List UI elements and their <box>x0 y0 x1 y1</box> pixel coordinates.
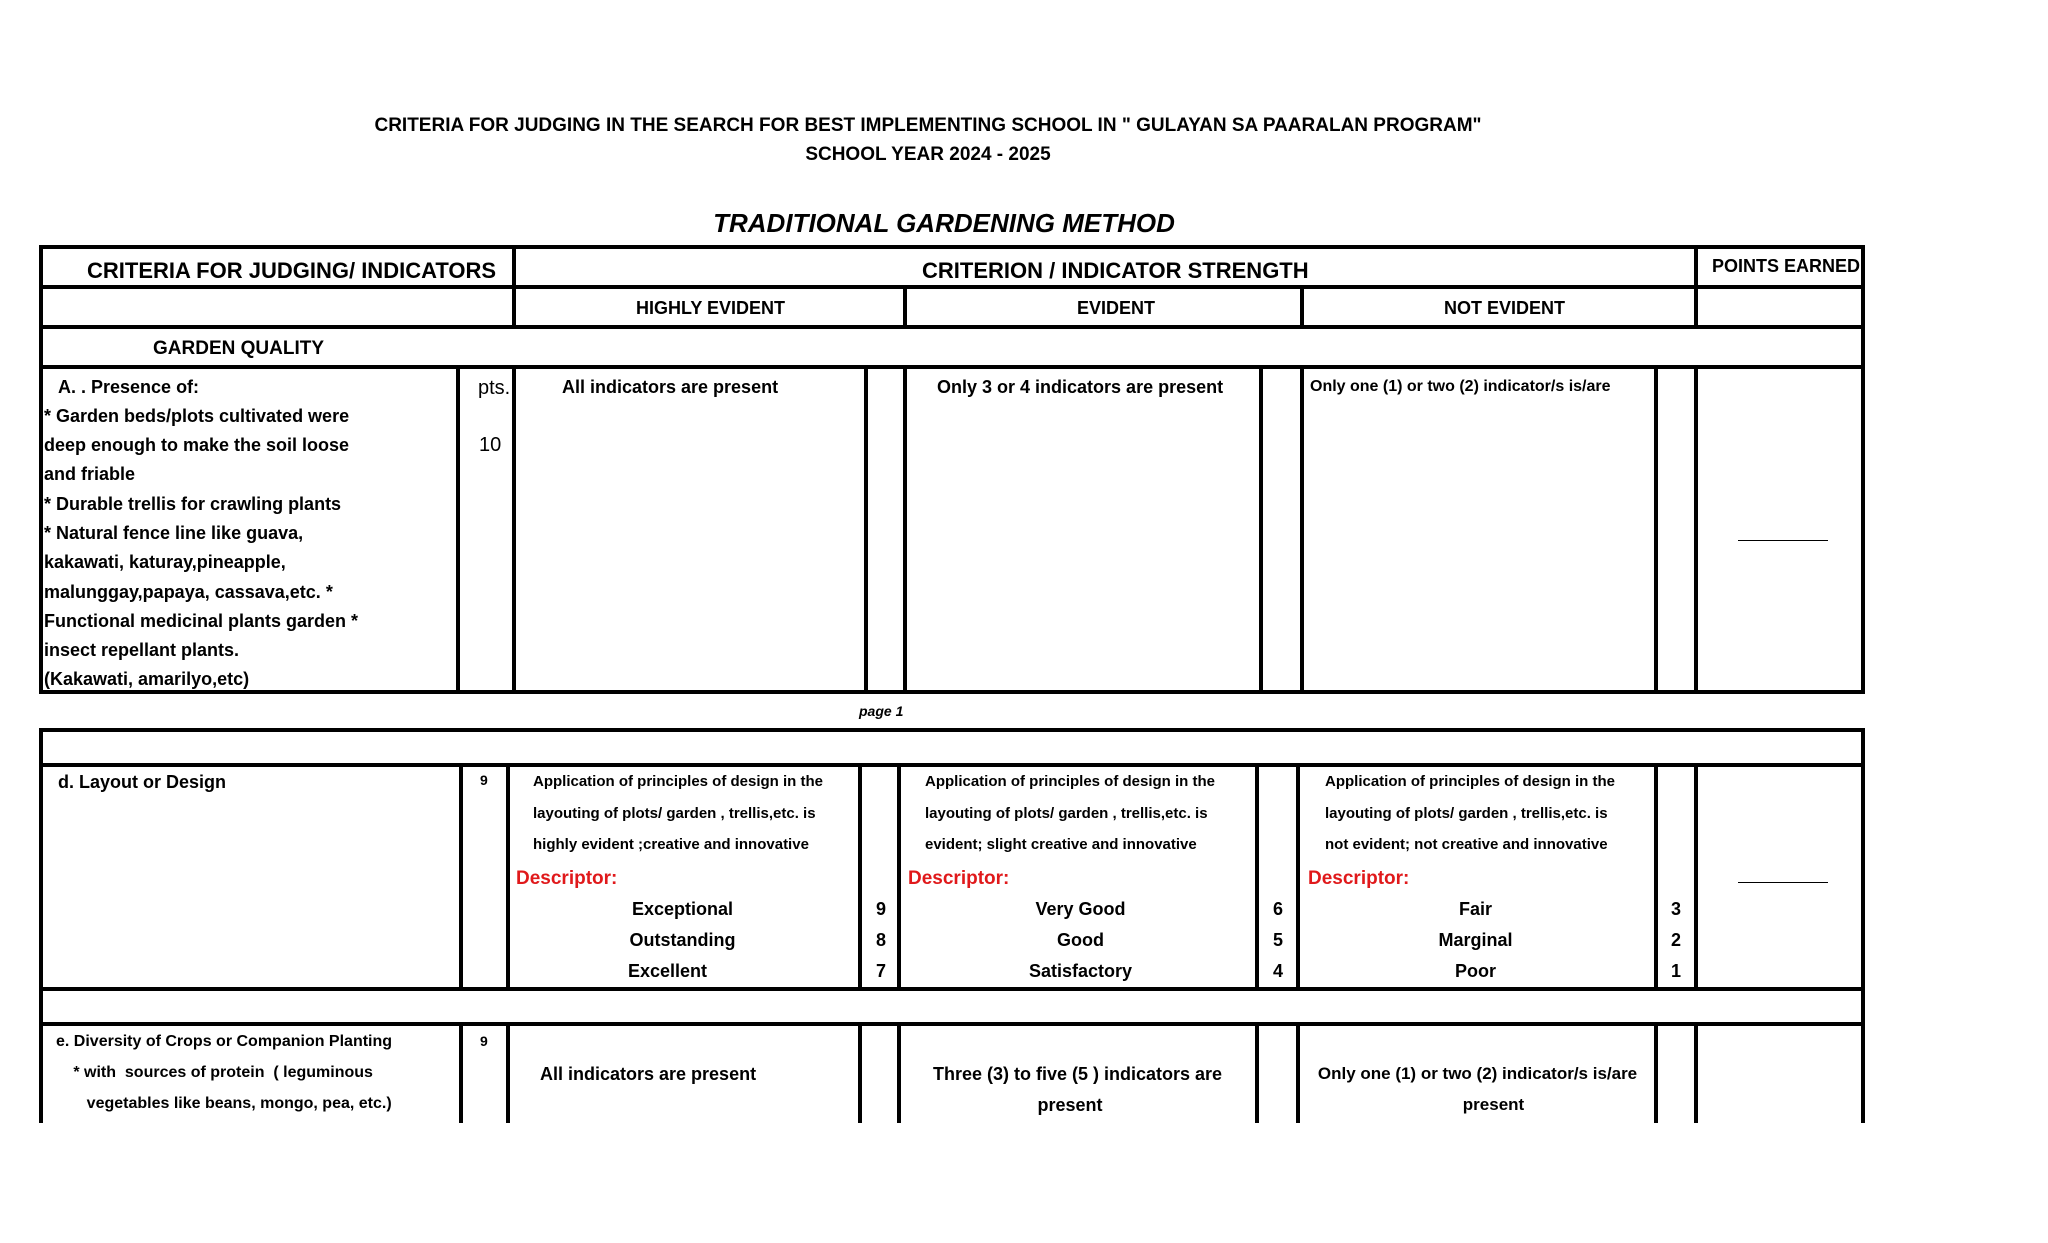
row-e-evident-line1: Three (3) to five (5 ) indicators are <box>932 1064 1223 1084</box>
row-d-points: 9 <box>480 772 488 788</box>
row-e-not-evident-line2: present <box>1462 1095 1525 1114</box>
score-7: 7 <box>876 961 887 981</box>
row-e-points: 9 <box>480 1033 488 1049</box>
col-header-criteria: CRITERIA FOR JUDGING/ INDICATORS <box>87 258 497 283</box>
row-e-highly-evident: All indicators are present <box>540 1064 757 1084</box>
col-header-points: POINTS EARNED <box>1712 256 1861 276</box>
score-2: 2 <box>1671 930 1682 950</box>
score-9: 9 <box>876 899 887 919</box>
points-earned-blank-d[interactable] <box>1738 882 1828 883</box>
row-d-title: d. Layout or Design <box>58 772 227 792</box>
score-6: 6 <box>1273 899 1284 919</box>
points-earned-blank[interactable] <box>1738 540 1828 541</box>
col-header-strength: CRITERION / INDICATOR STRENGTH <box>922 258 1309 283</box>
descriptor-label-not: Descriptor: <box>1308 868 1410 889</box>
descriptor-very-good: Very Good <box>1035 899 1126 919</box>
score-4: 4 <box>1273 961 1284 981</box>
row-a-evident: Only 3 or 4 indicators are present <box>937 377 1224 397</box>
descriptor-label-evident: Descriptor: <box>908 868 1010 889</box>
descriptor-good: Good <box>1057 930 1104 950</box>
section-garden-quality: GARDEN QUALITY <box>153 338 324 359</box>
row-a-not-evident: Only one (1) or two (2) indicator/s is/are <box>1310 378 1611 395</box>
score-5: 5 <box>1273 930 1284 950</box>
document-title: CRITERIA FOR JUDGING IN THE SEARCH FOR BEST IMPLEMENTING SCHOOL IN " GULAYAN SA PAARALAN PROGRAM" <box>374 115 1482 136</box>
school-year: SCHOOL YEAR 2024 - 2025 <box>805 144 1051 165</box>
row-e-not-evident-line1: Only one (1) or two (2) indicator/s is/are <box>1317 1064 1638 1083</box>
subheader-not-evident: NOT EVIDENT <box>1444 298 1566 318</box>
descriptor-label-highly: Descriptor: <box>516 868 618 889</box>
descriptor-exceptional: Exceptional <box>631 899 734 919</box>
descriptor-marginal: Marginal <box>1438 930 1513 950</box>
descriptor-outstanding: Outstanding <box>629 930 736 950</box>
points-value: 10 <box>479 434 502 456</box>
score-1: 1 <box>1671 961 1682 981</box>
score-3: 3 <box>1671 899 1682 919</box>
descriptor-satisfactory: Satisfactory <box>1028 961 1133 981</box>
descriptor-fair: Fair <box>1458 899 1492 919</box>
subheader-evident: EVIDENT <box>1077 298 1156 318</box>
method-heading: TRADITIONAL GARDENING METHOD <box>713 208 1175 238</box>
points-label: pts. <box>478 377 511 399</box>
row-a-highly-evident: All indicators are present <box>562 377 779 397</box>
descriptor-poor: Poor <box>1454 961 1496 981</box>
row-e-evident-line2: present <box>1037 1095 1103 1115</box>
score-8: 8 <box>876 930 887 950</box>
subheader-highly-evident: HIGHLY EVIDENT <box>636 298 786 318</box>
page-footer: page 1 <box>859 703 904 719</box>
descriptor-excellent: Excellent <box>627 961 708 981</box>
